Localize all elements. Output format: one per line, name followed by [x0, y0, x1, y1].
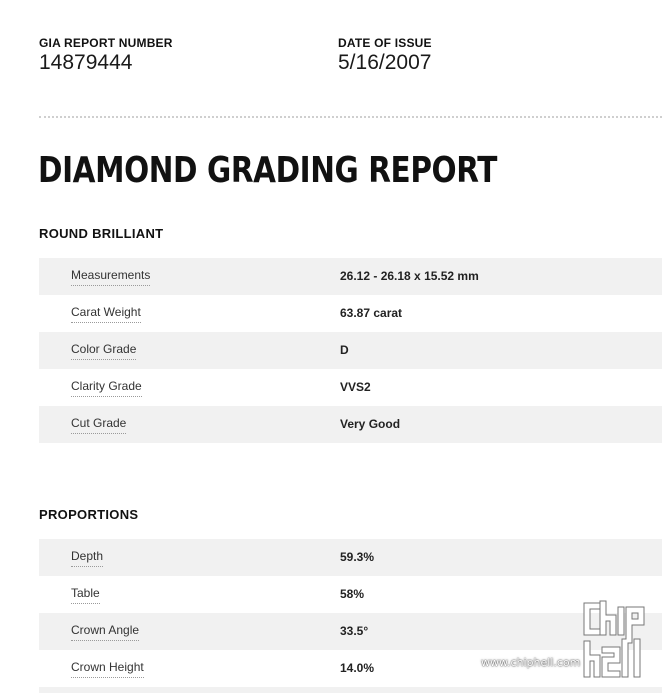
row-value-clarity-grade: VVS2 — [340, 380, 371, 394]
row-label-crown-angle[interactable]: Crown Angle — [71, 623, 139, 641]
row-label-crown-height[interactable]: Crown Height — [71, 660, 144, 678]
next-row-strip — [39, 687, 662, 693]
row-value-crown-angle: 33.5° — [340, 624, 369, 638]
row-value-carat-weight: 63.87 carat — [340, 306, 403, 320]
table-row — [39, 332, 662, 369]
row-value-crown-height: 14.0% — [340, 661, 375, 675]
row-label-measurements[interactable]: Measurements — [71, 268, 150, 286]
row-value-cut-grade: Very Good — [340, 417, 401, 431]
table-row — [39, 539, 662, 576]
report-header — [39, 36, 659, 76]
report-number-block — [39, 36, 173, 75]
issue-date-block — [338, 36, 432, 75]
row-value-color-grade: D — [340, 343, 349, 357]
table-row — [39, 406, 662, 443]
table-row — [39, 613, 662, 650]
report-number-label: GIA REPORT NUMBER — [39, 36, 173, 50]
table-row — [39, 258, 662, 295]
watermark-url: www.chiphell.com — [481, 656, 581, 669]
shape-heading: ROUND BRILLIANT — [39, 226, 164, 241]
row-label-carat-weight[interactable]: Carat Weight — [71, 305, 141, 323]
row-value-table: 58% — [340, 587, 365, 601]
row-value-depth: 59.3% — [340, 550, 375, 564]
grading-table — [39, 258, 662, 443]
page-title: DIAMOND GRADING REPORT — [38, 150, 497, 191]
row-label-color-grade[interactable]: Color Grade — [71, 342, 136, 360]
issue-date-label: DATE OF ISSUE — [338, 36, 432, 50]
table-row — [39, 295, 662, 332]
table-row — [39, 650, 662, 687]
table-row — [39, 369, 662, 406]
row-label-table[interactable]: Table — [71, 586, 100, 604]
row-label-depth[interactable]: Depth — [71, 549, 103, 567]
table-row — [39, 576, 662, 613]
row-value-measurements: 26.12 - 26.18 x 15.52 mm — [340, 269, 479, 283]
issue-date-value: 5/16/2007 — [338, 51, 432, 74]
row-label-clarity-grade[interactable]: Clarity Grade — [71, 379, 142, 397]
dotted-divider — [39, 116, 662, 118]
proportions-heading: PROPORTIONS — [39, 507, 139, 522]
report-number-value: 14879444 — [39, 51, 133, 74]
row-label-cut-grade[interactable]: Cut Grade — [71, 416, 126, 434]
proportions-table — [39, 539, 662, 687]
